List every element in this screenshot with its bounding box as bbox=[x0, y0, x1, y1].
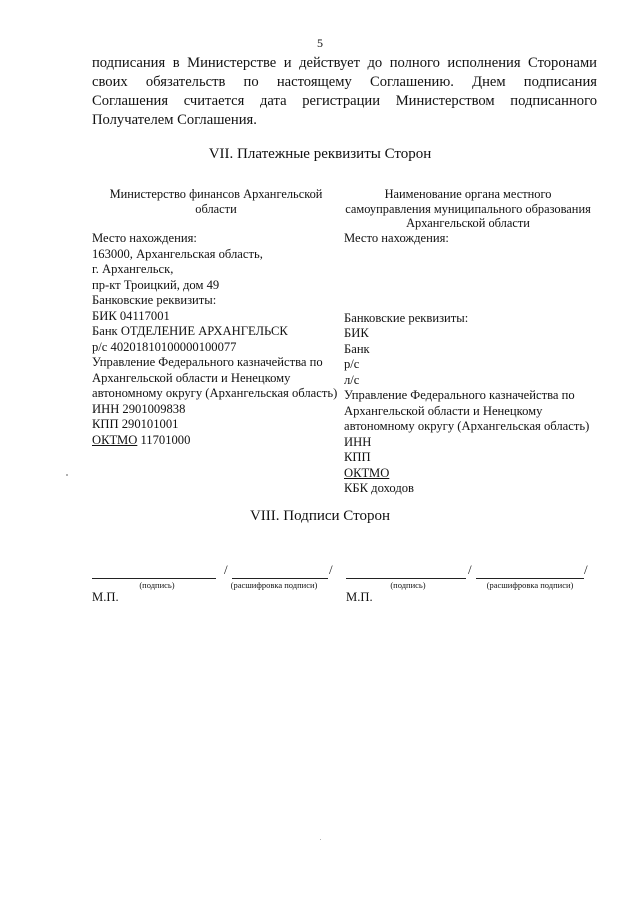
left-location-label: Место нахождения: bbox=[92, 231, 197, 245]
left-bank-label: Банковские реквизиты: bbox=[92, 293, 217, 307]
section-7-title: VII. Платежные реквизиты Сторон bbox=[208, 146, 432, 162]
left-oktmo-label: ОКТМО bbox=[92, 432, 138, 447]
left-party-column bbox=[92, 187, 340, 448]
right-decode-line bbox=[476, 578, 584, 579]
right-oktmo: ОКТМО bbox=[344, 465, 390, 480]
left-address-line: 163000, Архангельская область, bbox=[92, 246, 263, 261]
right-personal-account: л/с bbox=[344, 372, 360, 387]
left-address-line: г. Архангельск, bbox=[92, 262, 174, 276]
left-oktmo-value: 11701000 bbox=[137, 432, 191, 447]
right-slash-close: / bbox=[584, 562, 588, 577]
left-decode-caption: (расшифровка подписи) bbox=[230, 580, 318, 590]
left-party-header: Министерство финансов Архангельской области bbox=[109, 187, 323, 216]
paragraph-line: своих обязательств по настоящему Соглашению. Днем подписания bbox=[92, 74, 597, 90]
right-address-blank bbox=[344, 247, 592, 311]
right-inn: ИНН bbox=[344, 434, 372, 449]
left-bank: Банк ОТДЕЛЕНИЕ АРХАНГЕЛЬСК bbox=[92, 324, 288, 338]
paragraph-line: подписания в Министерстве и действует до полного исполнения Сторонами bbox=[92, 55, 597, 71]
left-signature-caption: (подпись) bbox=[139, 580, 175, 590]
section-8-title: VIII. Подписи Сторон bbox=[249, 508, 391, 524]
left-slash-close: / bbox=[329, 562, 333, 577]
left-stamp-mp: М.П. bbox=[92, 590, 119, 604]
right-signature-caption: (подпись) bbox=[390, 580, 426, 590]
left-oktmo bbox=[92, 433, 340, 449]
paragraph-line: Получателем Соглашения. bbox=[92, 112, 257, 128]
page-number: 5 bbox=[317, 36, 323, 50]
intro-paragraph bbox=[92, 54, 597, 130]
right-bank-label: Банковские реквизиты: bbox=[344, 310, 469, 325]
right-party-column bbox=[344, 187, 592, 497]
left-bik: БИК 04117001 bbox=[92, 308, 170, 323]
right-location-label: Место нахождения: bbox=[344, 231, 449, 245]
left-decode-line bbox=[232, 578, 328, 579]
right-stamp-mp: М.П. bbox=[346, 590, 373, 604]
left-inn: ИНН 2901009838 bbox=[92, 401, 186, 416]
right-account: р/с bbox=[344, 357, 360, 371]
scan-speck bbox=[320, 839, 321, 840]
right-bank: Банк bbox=[344, 341, 370, 356]
right-kbk: КБК доходов bbox=[344, 481, 414, 495]
right-treasury: Управление Федерального казначейства по Архангельской области и Ненецкому автономному округу (Архангельская область) bbox=[344, 388, 590, 433]
right-slash-open: / bbox=[468, 562, 472, 577]
left-kpp: КПП 290101001 bbox=[92, 417, 179, 431]
right-party-header: Наименование органа местного самоуправления муниципального образования Архангельской области bbox=[345, 187, 591, 230]
right-kpp: КПП bbox=[344, 450, 371, 464]
left-treasury: Управление Федерального казначейства по Архангельской области и Ненецкому автономному округу (Архангельская область) bbox=[92, 355, 338, 400]
left-slash-open: / bbox=[224, 562, 228, 577]
right-decode-caption: (расшифровка подписи) bbox=[486, 580, 574, 590]
paragraph-line: Соглашения считается дата регистрации Министерством подписанного bbox=[92, 93, 597, 109]
left-account: р/с 40201810100000100077 bbox=[92, 339, 237, 354]
right-signature-line bbox=[346, 578, 466, 579]
right-bik: БИК bbox=[344, 326, 369, 340]
scan-speck bbox=[66, 474, 68, 476]
left-signature-line bbox=[92, 578, 216, 579]
left-address-line: пр-кт Троицкий, дом 49 bbox=[92, 277, 220, 292]
